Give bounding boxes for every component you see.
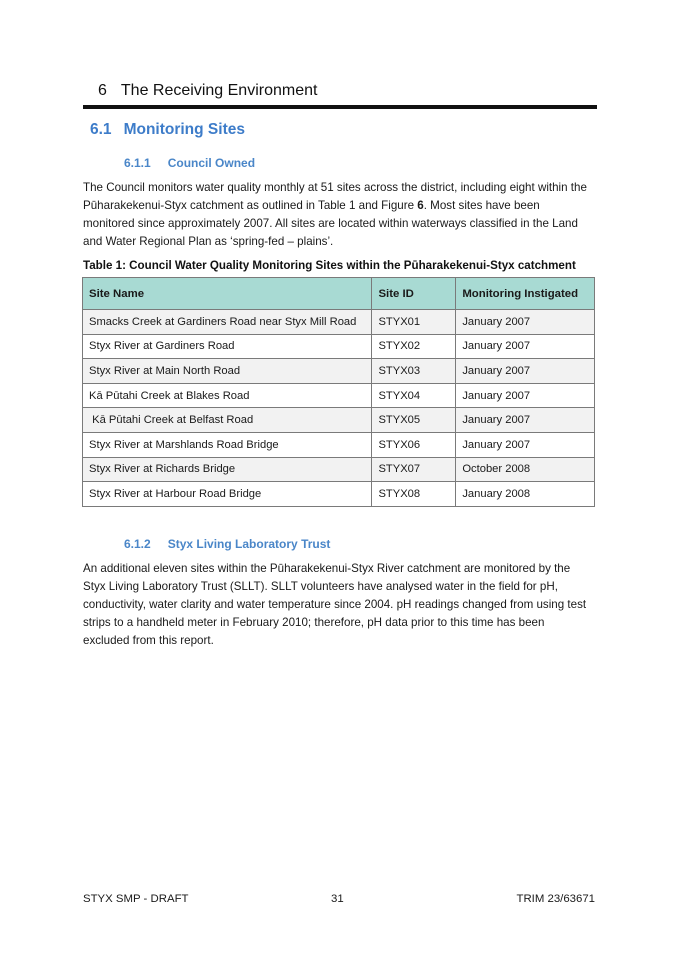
cell-site-name: Styx River at Main North Road	[83, 359, 372, 384]
cell-site-id: STYX03	[372, 359, 456, 384]
cell-site-id: STYX08	[372, 482, 456, 507]
header-monitoring-instigated: Monitoring Instigated	[456, 278, 595, 310]
cell-site-name: Smacks Creek at Gardiners Road near Styx Mill Road	[83, 310, 372, 335]
header-site-id: Site ID	[372, 278, 456, 310]
footer-page-number: 31	[331, 893, 344, 905]
table-row	[83, 383, 595, 408]
section-title: Monitoring Sites	[123, 121, 245, 138]
table-row	[83, 359, 595, 384]
section-number: 6.1	[90, 121, 112, 138]
subsection-heading-sllt	[124, 537, 330, 551]
cell-site-id: STYX02	[372, 334, 456, 359]
cell-monitoring-instigated: January 2007	[456, 359, 595, 384]
cell-site-name: Styx River at Gardiners Road	[83, 334, 372, 359]
cell-site-name: Styx River at Richards Bridge	[83, 457, 372, 482]
footer-document-label: STYX SMP - DRAFT	[83, 893, 189, 905]
cell-monitoring-instigated: January 2007	[456, 334, 595, 359]
cell-site-id: STYX01	[372, 310, 456, 335]
table-row	[83, 482, 595, 507]
table-row	[83, 408, 595, 433]
table-header-row	[83, 278, 595, 310]
subsection-number: 6.1.2	[124, 537, 151, 551]
cell-site-name: Styx River at Harbour Road Bridge	[83, 482, 372, 507]
table-row	[83, 310, 595, 335]
subsection-title: Council Owned	[167, 156, 256, 170]
footer-trim-reference: TRIM 23/63671	[516, 893, 595, 905]
table-row	[83, 334, 595, 359]
table-caption: Table 1: Council Water Quality Monitoring Sites within the Pūharakekenui-Styx catchment	[83, 259, 576, 272]
chapter-heading-rule	[83, 105, 597, 109]
cell-monitoring-instigated: October 2008	[456, 457, 595, 482]
table-row	[83, 432, 595, 457]
subsection-number: 6.1.1	[124, 156, 151, 170]
cell-monitoring-instigated: January 2007	[456, 408, 595, 433]
monitoring-sites-table	[82, 277, 595, 507]
chapter-title: The Receiving Environment	[120, 82, 318, 99]
sllt-paragraph: An additional eleven sites within the Pūharakekenui-Styx River catchment are monitored by the Styx Living Laboratory Trust (SLLT). SLLT volunteers have analysed water in the field for pH, conductivity, water clarity and water temperature since 2004. pH readings changed from using test strips to a handheld meter in February 2010; therefore, pH data prior to this time has been excluded from this report.	[83, 562, 587, 647]
table-row	[83, 457, 595, 482]
subsection-title: Styx Living Laboratory Trust	[167, 537, 331, 551]
cell-site-name: Styx River at Marshlands Road Bridge	[83, 432, 372, 457]
cell-site-id: STYX06	[372, 432, 456, 457]
header-site-name: Site Name	[83, 278, 372, 310]
cell-site-name: Kā Pūtahi Creek at Belfast Road	[83, 408, 372, 433]
cell-site-id: STYX07	[372, 457, 456, 482]
cell-monitoring-instigated: January 2007	[456, 432, 595, 457]
cell-site-id: STYX05	[372, 408, 456, 433]
cell-site-name: Kā Pūtahi Creek at Blakes Road	[83, 383, 372, 408]
cell-site-id: STYX04	[372, 383, 456, 408]
chapter-number: 6	[98, 82, 107, 99]
cell-monitoring-instigated: January 2007	[456, 310, 595, 335]
figure-reference: 6	[417, 199, 424, 212]
cell-monitoring-instigated: January 2008	[456, 482, 595, 507]
chapter-heading	[98, 82, 598, 100]
subsection-heading-council	[124, 156, 255, 170]
section-heading	[90, 121, 245, 139]
cell-monitoring-instigated: January 2007	[456, 383, 595, 408]
council-paragraph: The Council monitors water quality monthly at 51 sites across the district, including eight within the Pūharakekenui-Styx catchment as outlined in Table 1 and Figure 6. Most sites have been monitored since approximately 2007. All sites are located within waterways classified in the Land and Water Regional Plan as ‘spring-fed – plains’.	[83, 181, 587, 248]
